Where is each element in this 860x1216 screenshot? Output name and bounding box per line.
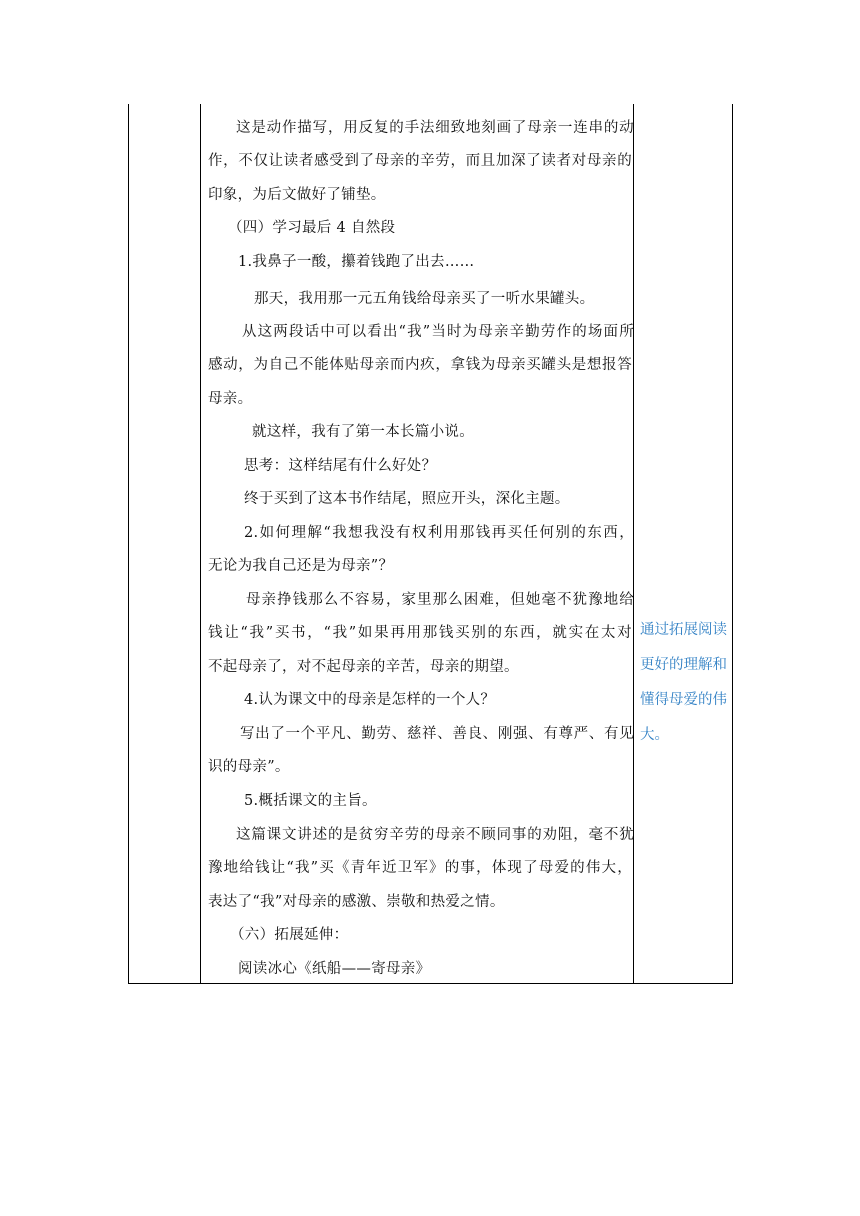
column-divider-right — [633, 104, 634, 983]
answer-line: 表达了“我”对母亲的感激、崇敬和热爱之情。 — [208, 894, 505, 910]
text-line: 这是动作描写，用反复的手法细致地刻画了母亲一连串的动 — [236, 120, 634, 136]
note-line: 懂得母爱的伟 — [640, 692, 727, 708]
answer-line: 这篇课文讲述的是贫穷辛劳的母亲不顾同事的劝阻，毫不犹 — [236, 827, 634, 843]
answer-line: 母亲挣钱那么不容易，家里那么困难，但她毫不犹豫地给 — [246, 592, 634, 608]
section-heading: （六）拓展延伸： — [230, 927, 349, 943]
text-line: 母亲。 — [208, 391, 253, 407]
column-divider-left — [200, 104, 201, 983]
answer-line: 豫地给钱让“我”买《青年近卫军》的事，体现了母爱的伟大， — [208, 860, 632, 876]
note-line: 通过拓展阅读 — [640, 622, 727, 638]
text-line: 感动，为自己不能体贴母亲而内疚，拿钱为母亲买罐头是想报答 — [208, 357, 632, 373]
answer-line: 终于买到了这本书作结尾，照应开头，深化主题。 — [244, 491, 570, 507]
question-line: 1.我鼻子一酸，攥着钱跑了出去…… — [238, 254, 475, 270]
text-line: 作，不仅让读者感受到了母亲的辛劳，而且加深了读者对母亲的 — [208, 153, 632, 169]
section-heading: （四）学习最后 4 自然段 — [228, 220, 396, 236]
quote-line: 那天，我用那一元五角钱给母亲买了一听水果罐头。 — [254, 291, 595, 307]
answer-line: 不起母亲了，对不起母亲的辛苦，母亲的期望。 — [208, 659, 519, 675]
question-line: 思考：这样结尾有什么好处？ — [244, 458, 437, 474]
question-line: 5.概括课文的主旨。 — [244, 793, 377, 809]
note-line: 大。 — [640, 727, 669, 743]
answer-line: 写出了一个平凡、勤劳、慈祥、善良、刚强、有尊严、有见 — [240, 726, 634, 742]
note-line: 更好的理解和 — [640, 657, 727, 673]
question-line: 4.认为课文中的母亲是怎样的一个人？ — [244, 692, 496, 708]
text-line: 从这两段话中可以看出“我”当时为母亲辛勤劳作的场面所 — [242, 324, 634, 340]
question-line: 2.如何理解“我想我没有权利用那钱再买任何别的东西， — [244, 525, 634, 541]
quote-line: 就这样，我有了第一本长篇小说。 — [252, 424, 474, 440]
text-line: 印象，为后文做好了铺垫。 — [208, 187, 386, 203]
answer-line: 钱让“我”买书，“我”如果再用那钱买别的东西，就实在太对 — [208, 625, 632, 641]
question-line: 无论为我自己还是为母亲”？ — [208, 558, 394, 574]
design-intent-note — [640, 613, 732, 753]
answer-line: 识的母亲”。 — [208, 759, 290, 775]
lesson-table — [128, 104, 733, 984]
text-line: 阅读冰心《纸船——寄母亲》 — [238, 961, 431, 977]
